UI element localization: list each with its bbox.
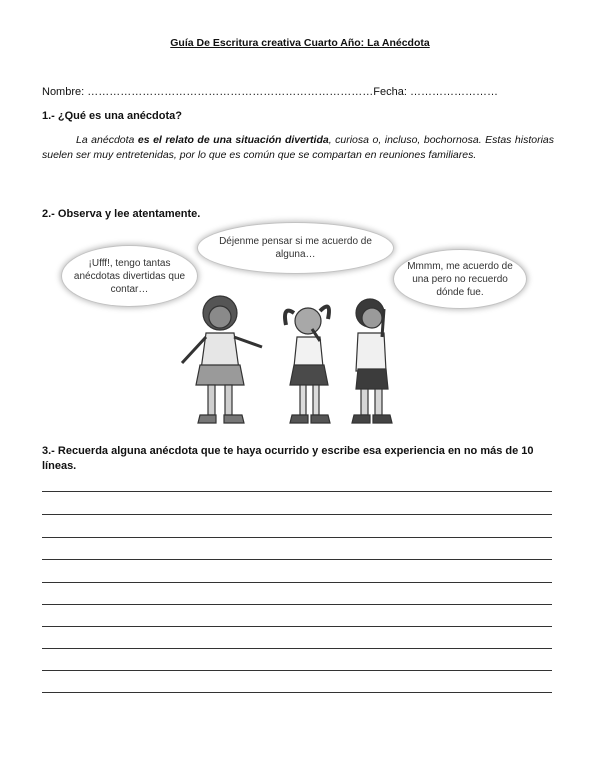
- child-left-figure: [182, 296, 262, 423]
- writing-line[interactable]: [42, 514, 552, 515]
- bubble-middle-text: Déjenme pensar si me acuerdo de alguna…: [219, 236, 372, 260]
- name-label: Nombre:: [42, 86, 88, 98]
- writing-line[interactable]: [42, 648, 552, 649]
- writing-line[interactable]: [42, 626, 552, 627]
- date-field[interactable]: ……………………: [409, 86, 498, 98]
- section3-heading: 3.- Recuerda alguna anécdota que te haya ocurrido y escribe esa experiencia en no más de 10 líneas.: [42, 445, 534, 472]
- date-label: Fecha:: [373, 86, 410, 98]
- page-title: Guía De Escritura creativa Cuarto Año: La Anécdota: [170, 37, 430, 49]
- child-right-figure: [352, 299, 392, 423]
- writing-line[interactable]: [42, 670, 552, 671]
- definition-bold: es el relato de una situación divertida: [137, 134, 329, 146]
- speech-bubble-right: [394, 250, 526, 308]
- writing-line[interactable]: [42, 692, 552, 693]
- speech-bubble-middle: [198, 223, 393, 273]
- writing-line[interactable]: [42, 582, 552, 583]
- children-illustration: [170, 285, 410, 430]
- child-middle-figure: [285, 307, 330, 424]
- bubble-right-text: Mmmm, me acuerdo de una pero no recuerdo dónde fue.: [407, 260, 513, 298]
- definition-start: La anécdota: [76, 134, 138, 146]
- name-field[interactable]: ……………………………………………………………………: [87, 86, 374, 98]
- definition-paragraph: [42, 133, 554, 162]
- section1-heading: 1.- ¿Qué es una anécdota?: [42, 110, 182, 122]
- name-date-line: [42, 86, 498, 98]
- section2-heading: 2.- Observa y lee atentamente.: [42, 208, 201, 220]
- writing-line[interactable]: [42, 604, 552, 605]
- writing-line[interactable]: [42, 537, 552, 538]
- writing-line[interactable]: [42, 491, 552, 492]
- writing-line[interactable]: [42, 559, 552, 560]
- definition-end: , curiosa o, incluso, bochornosa. Estas historias suelen ser muy entretenidas, por lo que es común que se compartan en reuniones familiares.: [42, 134, 555, 161]
- bubble-left-text: ¡Ufff!, tengo tantas anécdotas divertidas que contar…: [73, 257, 186, 295]
